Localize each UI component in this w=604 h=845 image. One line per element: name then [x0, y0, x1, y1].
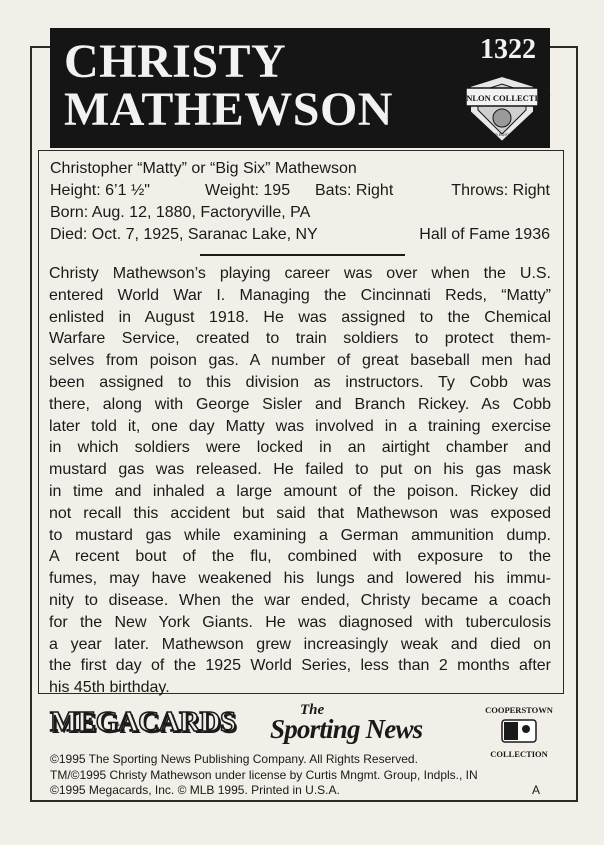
coop-top-text: COOPERSTOWN: [485, 705, 553, 715]
bio-row-stats: [50, 180, 550, 202]
print-mark: A: [531, 783, 540, 798]
story-line: a year later. Mathewson grew increasingly weak and died on: [49, 635, 551, 653]
bio-row-died: [50, 224, 550, 246]
legal-block: [50, 752, 550, 799]
story-line: in which soldiers were locked in an airtight chamber and: [49, 439, 551, 457]
player-name-line2: MATHEWSON: [64, 83, 393, 136]
story-line: entered World War I. Managing the Cincinnati Reds, “Matty”: [49, 286, 551, 304]
story-line: nity to disease. When the war ended, Christy became a coach: [49, 591, 551, 609]
sporting-news-the: The: [300, 702, 325, 718]
story-line: there, along with George Sisler and Branch Rickey. As Cobb: [49, 395, 551, 413]
story-line: enlisted in August 1918. He was assigned to the Chemical: [49, 308, 551, 326]
sporting-news-logo: [270, 702, 460, 750]
name-header: [50, 28, 550, 148]
story-line: Warfare Service, created to train soldiers to protect them-: [49, 330, 551, 348]
badge-text: CONLON COLLECTION: [453, 93, 551, 103]
died: Died: Oct. 7, 1925, Saranac Lake, NY: [50, 226, 318, 243]
bio-row-name: [50, 158, 550, 180]
story-line: mustard gas was released. He failed to put on his gas mask: [49, 461, 551, 479]
legal-row-1: [50, 752, 550, 768]
conlon-collection-logo: [453, 72, 551, 144]
story-line: A recent bout of the flu, combined with exposure to the: [49, 548, 551, 566]
story-line: his 45th birthday.: [49, 679, 170, 697]
bats: Bats: Right: [315, 182, 394, 199]
legal-line-3: ©1995 Megacards, Inc. © MLB 1995. Printed in U.S.A.: [50, 783, 340, 798]
full-name: Christopher “Matty” or “Big Six” Mathewson: [50, 160, 357, 177]
story-line: Christy Mathewson’s playing career was over when the U.S.: [49, 265, 551, 282]
born: Born: Aug. 12, 1880, Factoryville, PA: [50, 204, 311, 221]
story-line: later told it, one day Matty was involved in a training exercise: [49, 417, 551, 435]
story-line: been assigned to this division as instructors. Ty Cobb was: [49, 373, 551, 391]
divider-rule: [200, 254, 405, 256]
story-line: for the New York Giants. He was diagnosed with tuberculosis: [49, 613, 551, 631]
legal-row-3: [50, 783, 550, 799]
badge-small-text: 1995 EDITION: [488, 132, 516, 137]
height: Height: 6’1 ½": [50, 182, 150, 199]
player-name-line1: CHRISTY: [64, 35, 287, 88]
bio-block: [50, 158, 550, 246]
card-number: 1322: [480, 34, 536, 65]
legal-row-2: [50, 768, 550, 784]
legal-line-2: TM/©1995 Christy Mathewson under license by Curtis Mngmt. Group, Indpls., IN: [50, 767, 478, 782]
story-line: in time and inhaled a large amount of the poison. Rickey did: [49, 482, 551, 500]
bio-row-born: [50, 202, 550, 224]
player-name: [64, 35, 393, 136]
hall-of-fame: Hall of Fame 1936: [419, 226, 550, 243]
legal-line-1: ©1995 The Sporting News Publishing Company. All Rights Reserved.: [50, 752, 418, 766]
weight: Weight: 195: [205, 182, 291, 199]
story-text: [49, 263, 551, 699]
story-line: fumes, may have weakened his lungs and lowered his immu-: [49, 570, 551, 588]
story-line: the first day of the 1925 World Series, less than 2 months after: [49, 657, 551, 675]
story-line: to mustard gas while examining a German ammunition dump.: [49, 526, 551, 544]
megacards-logo: MEGACARDS: [50, 706, 236, 738]
coop-bottom-text: COLLECTION: [490, 749, 548, 759]
sporting-news-title: Sporting News: [270, 714, 423, 744]
story-line: not recall this accident but said that Mathewson was exposed: [49, 504, 551, 522]
throws: Throws: Right: [451, 182, 550, 199]
story-line: selves from poison gas. A number of great baseball men had: [49, 352, 551, 370]
